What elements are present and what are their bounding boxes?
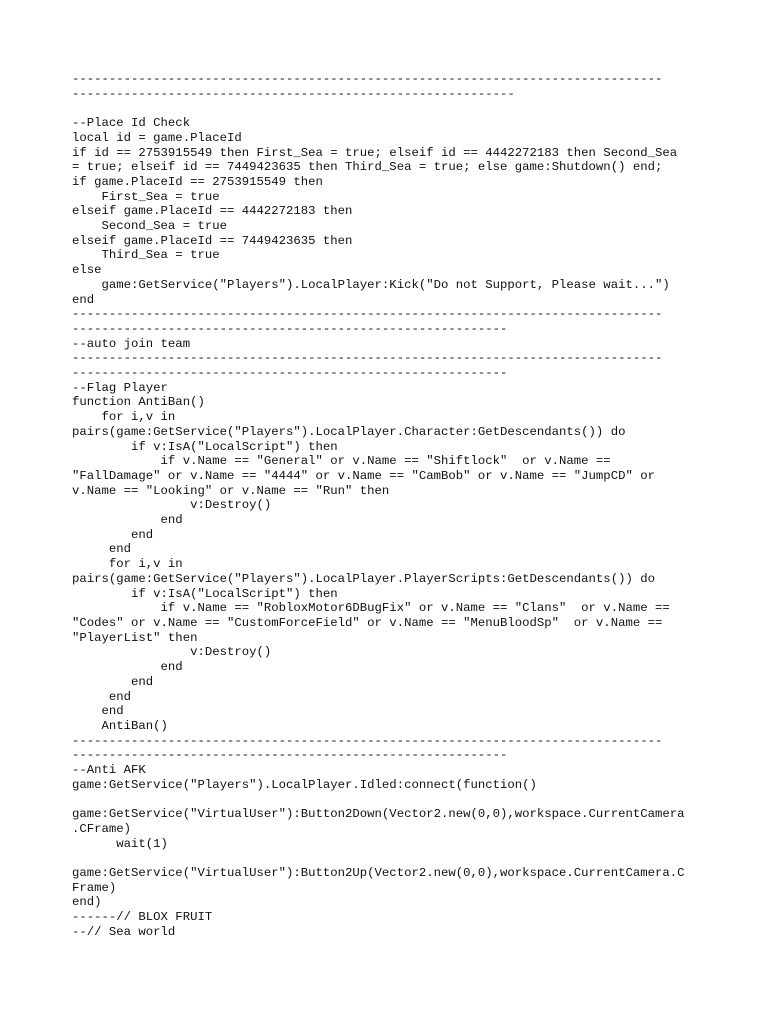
code-line: if v.Name == "RobloxMotor6DBugFix" or v.Name == "Clans" or v.Name ==: [72, 601, 670, 616]
code-line: elseif game.PlaceId == 4442272183 then: [72, 204, 353, 219]
code-line: if v.Name == "General" or v.Name == "Shiftlock" or v.Name ==: [72, 454, 611, 469]
code-line: v.Name == "Looking" or v.Name == "Run" then: [72, 483, 390, 498]
code-line: .CFrame): [72, 821, 132, 836]
code-line: --------------------------------------------------------------------------------: [72, 733, 663, 748]
code-line: if id == 2753915549 then First_Sea = true; elseif id == 4442272183 then Second_Sea: [72, 145, 678, 160]
code-line: ------// BLOX FRUIT: [72, 910, 213, 925]
code-line: Third_Sea = true: [72, 248, 220, 263]
code-line: end): [72, 895, 102, 910]
code-line: v:Destroy(): [72, 645, 272, 660]
code-line: else: [72, 263, 102, 278]
code-line: end: [72, 704, 124, 719]
code-line: end: [72, 674, 154, 689]
code-line: game:GetService("Players").LocalPlayer:Kick("Do not Support, Please wait..."): [72, 277, 670, 292]
code-line: end: [72, 542, 132, 557]
code-line: --Anti AFK: [72, 763, 146, 778]
code-line: end: [72, 527, 154, 542]
code-text-block: [72, 72, 702, 939]
code-line: game:GetService("VirtualUser"):Button2Down(Vector2.new(0,0),workspace.CurrentCamera: [72, 807, 685, 822]
code-line: --------------------------------------------------------------------------------: [72, 307, 663, 322]
code-line: wait(1): [72, 836, 168, 851]
code-line: -----------------------------------------------------------: [72, 366, 508, 381]
code-line: Frame): [72, 880, 117, 895]
code-line: end: [72, 689, 132, 704]
code-line: --// Sea world: [72, 924, 176, 939]
code-line: --------------------------------------------------------------------------------: [72, 351, 663, 366]
code-line: pairs(game:GetService("Players").LocalPlayer.Character:GetDescendants()) do: [72, 424, 626, 439]
code-line: = true; elseif id == 7449423635 then Third_Sea = true; else game:Shutdown() end;: [72, 160, 663, 175]
code-line: [72, 101, 702, 116]
code-line: if v:IsA("LocalScript") then: [72, 439, 338, 454]
code-line: "PlayerList" then: [72, 630, 198, 645]
code-line: v:Destroy(): [72, 498, 272, 513]
code-line: if v:IsA("LocalScript") then: [72, 586, 338, 601]
code-line: elseif game.PlaceId == 7449423635 then: [72, 233, 353, 248]
code-line: --Flag Player: [72, 380, 168, 395]
code-line: First_Sea = true: [72, 189, 220, 204]
code-line: game:GetService("VirtualUser"):Button2Up(Vector2.new(0,0),workspace.CurrentCamera.C: [72, 865, 685, 880]
code-line: [72, 792, 702, 807]
code-line: --Place Id Check: [72, 116, 191, 131]
code-line: "FallDamage" or v.Name == "4444" or v.Name == "CamBob" or v.Name == "JumpCD" or: [72, 468, 655, 483]
code-line: pairs(game:GetService("Players").LocalPlayer.PlayerScripts:GetDescendants()) do: [72, 571, 655, 586]
code-line: function AntiBan(): [72, 395, 205, 410]
code-line: end: [72, 660, 183, 675]
code-line: "Codes" or v.Name == "CustomForceField" or v.Name == "MenuBloodSp" or v.Name ==: [72, 616, 663, 630]
code-line: ------------------------------------------------------------: [72, 86, 515, 101]
code-line: [72, 851, 702, 866]
code-line: for i,v in: [72, 557, 183, 572]
code-line: end: [72, 292, 95, 307]
code-line: for i,v in: [72, 410, 176, 425]
code-line: AntiBan(): [72, 718, 168, 733]
code-line: --auto join team: [72, 336, 191, 351]
code-line: local id = game.PlaceId: [72, 130, 242, 145]
code-line: end: [72, 513, 183, 528]
code-line: if game.PlaceId == 2753915549 then: [72, 174, 323, 189]
code-line: --------------------------------------------------------------------------------: [72, 72, 663, 86]
code-line: game:GetService("Players").LocalPlayer.Idled:connect(function(): [72, 777, 537, 792]
code-line: -----------------------------------------------------------: [72, 748, 508, 763]
code-line: Second_Sea = true: [72, 219, 227, 234]
code-line: -----------------------------------------------------------: [72, 321, 508, 336]
